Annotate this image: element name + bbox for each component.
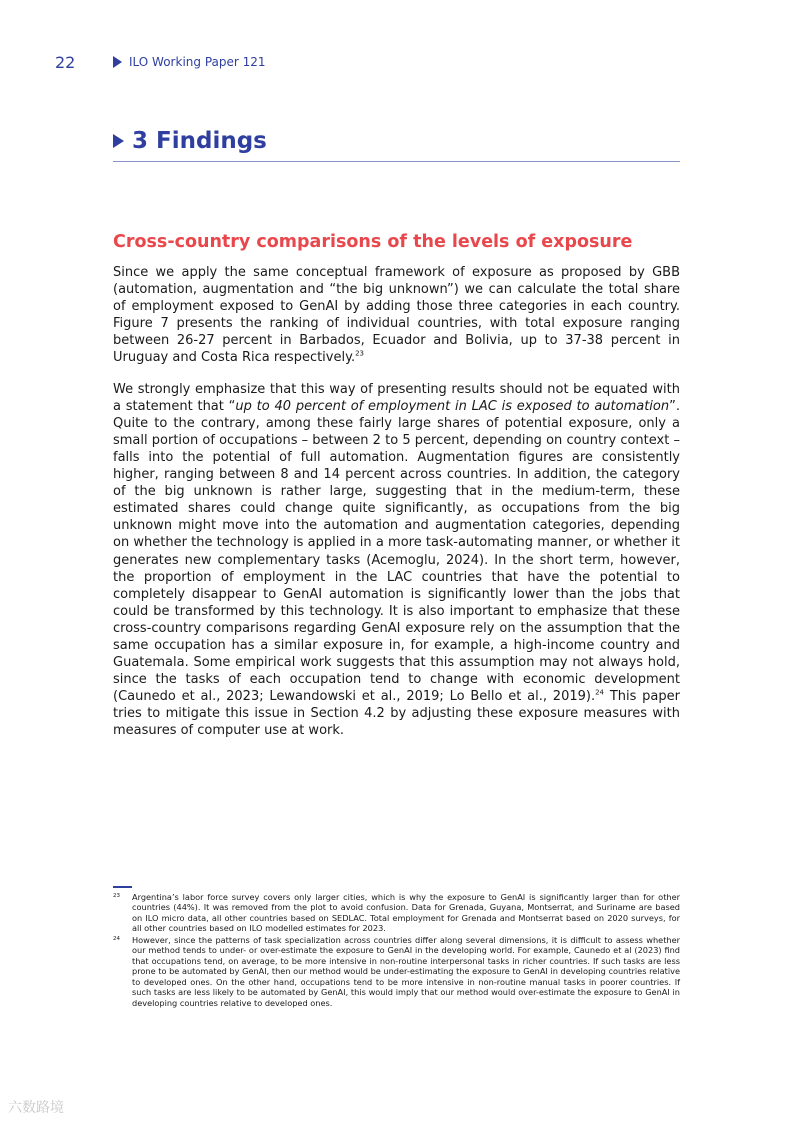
footnote-text: Argentina’s labor force survey covers only larger cities, which is why the exposure to GenAI is significantly larger than for other countries (44%). It was removed from the plot to avoid confusion. Data for Grenada, Guyana, Montserrat, and Suriname are based on ILO micro data, all other countries based on SEDLAC. Total employment for Grenada and Montserrat based on 2020 surveys, for all other countries based on ILO modelled estimates for 2023.: [132, 892, 680, 934]
footnote-ref-24[interactable]: 24: [595, 688, 605, 697]
footnotes: [113, 892, 680, 1009]
footnote-number: 24: [113, 935, 120, 942]
triangle-bullet-icon: [113, 134, 124, 148]
section-title: Cross-country comparisons of the levels of exposure: [113, 232, 633, 252]
paragraph-1: [113, 264, 680, 367]
paragraph-2-emphasis: up to 40 percent of employment in LAC is exposed to automation: [235, 398, 670, 414]
paragraph-2: [113, 381, 680, 740]
footnote-23: [113, 892, 680, 934]
chapter-heading: [113, 128, 680, 154]
triangle-bullet-icon: [113, 56, 122, 68]
paragraph-1-text: Since we apply the same conceptual framework of exposure as proposed by GBB (automation, augmentation and “the big unknown”) we can calculate the total share of employment exposed to GenAI by adding those three categories in each country. Figure 7 presents the ranking of individual countries, with total exposure ranging between 26-27 percent in Barbados, Ecuador and Bolivia, up to 37-38 percent in Uruguay and Costa Rica respectively.: [113, 265, 680, 366]
footnote-divider: [113, 886, 132, 888]
footnote-ref-23[interactable]: 23: [355, 350, 364, 359]
footnote-text: However, since the patterns of task specialization across countries differ along several dimensions, it is difficult to assess whether our method tends to under- or over-estimate the exposure to GenAI in the developing world. For example, Caunedo et al (2023) find that occupations tend, on average, to be more intensive in non-routine interpersonal tasks in richer countries. If such tasks are less prone to be automated by GenAI, then our method would be under-estimating the exposure to GenAI in developing countries relative to developed ones. On the other hand, occupations tend to be more intensive in non-routine manual tasks in poorer countries. If such tasks are less likely to be automated by GenAI, this would imply that our method would over-estimate the exposure to GenAI in developing countries relative to developed ones.: [132, 934, 680, 1008]
running-title: ILO Working Paper 121: [129, 55, 266, 69]
paragraph-2-text-a: We strongly emphasize that this way of presenting results should not be equated with a statement that “: [113, 381, 680, 414]
body-text: [113, 264, 680, 754]
paragraph-2-text-c: This paper tries to mitigate this issue in Section 4.2 by adjusting these exposure measures with measures of computer use at work.: [113, 689, 680, 739]
chapter-title: 3 Findings: [132, 128, 267, 154]
page-number: 22: [55, 53, 76, 72]
footnote-number: 23: [113, 893, 120, 899]
footnote-24: [113, 935, 680, 1008]
running-header: [113, 55, 266, 69]
chapter-divider: [113, 161, 680, 162]
paragraph-2-text-b: ”. Quite to the contrary, among these fairly large shares of potential exposure, only a small portion of occupations – between 2 to 5 percent, depending on country context – falls into the potential of full automation. Augmentation figures are consistently higher, ranging between 8 and 14 percent across countries. In addition, the category of the big unknown is rather large, suggesting that in the medium-term, these estimated shares could change quite significantly, as occupations from the big unknown might move into the automation and augmentation categories, depending on whether the technology is applied in a more task-automating manner, or whether it generates new complementary tasks (Acemoglu, 2024). In the short term, however, the proportion of employment in the LAC countries that have the potential to completely disappear to GenAI automation is significantly lower than the jobs that could be transformed by this technology. It is also important to emphasize that these cross-country comparisons regarding GenAI exposure rely on the assumption that the same occupation has a similar exposure in, for example, a high-income country and Guatemala. Some empirical work suggests that this assumption may not always hold, since the tasks of each occupation tend to change with economic development (Caunedo et al., 2023; Lewandowski et al., 2019; Lo Bello et al., 2019).: [113, 398, 680, 705]
watermark: 六数路境: [8, 1100, 64, 1116]
